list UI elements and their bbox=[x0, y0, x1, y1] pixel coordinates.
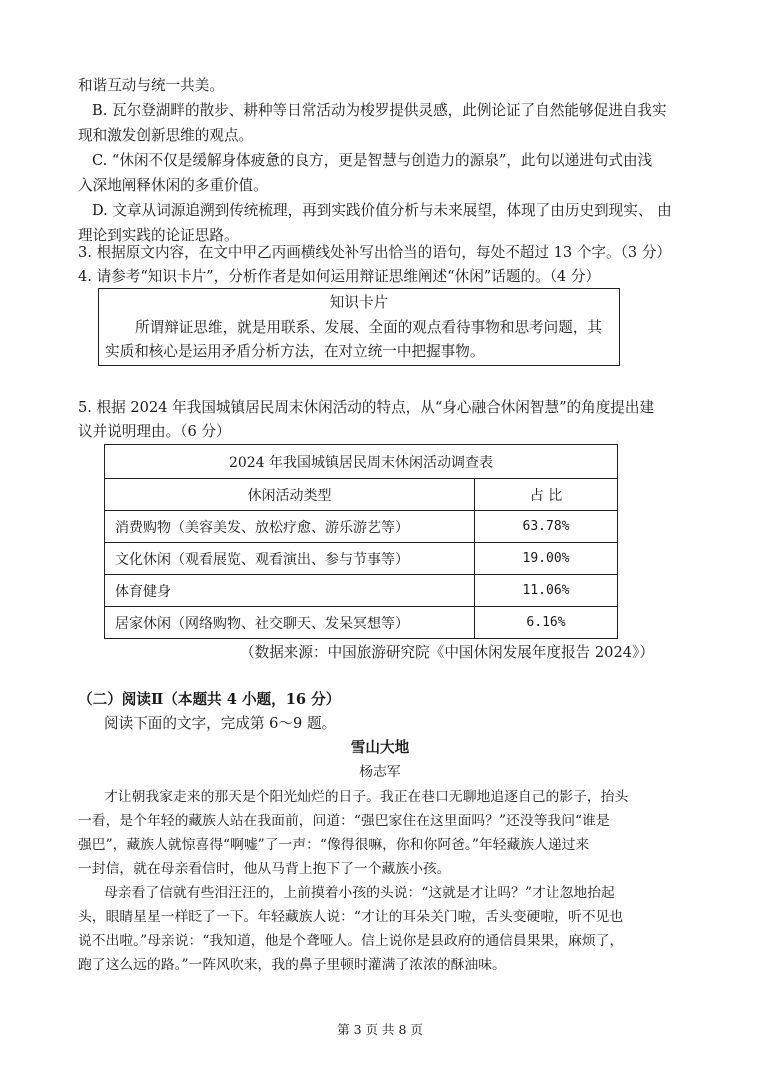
story-author: 杨志军 bbox=[359, 764, 401, 780]
story-title: 雪山大地 bbox=[350, 739, 410, 756]
table-row bbox=[105, 543, 618, 575]
story-line: 说不出啦。”母亲说：“我知道，他是个聋哑人。信上说你是县政府的通信員果果，麻烦了， bbox=[78, 933, 624, 949]
question-3: 3. 根据原文内容，在文中甲乙丙画横线处补写出恰当的语句，每处不超过 13 个字。（3 分） bbox=[78, 244, 672, 261]
story-line: 头，眼睛星星一样眨了一下。年轻藏族人说：“才让的耳朵关门啦，舌头变硬啦，听不见也 bbox=[78, 909, 624, 925]
question-5-line-2: 议并说明理由。（6 分） bbox=[78, 423, 231, 440]
option-c-line-1: C. “休闲不仅是缓解身体疲惫的良方，更是智慧与创造力的源泉”，此句以递进句式由浅 bbox=[92, 152, 653, 169]
activity-ratio: 63.78% bbox=[475, 511, 618, 543]
activity-type: 文化休闲（观看展览、观看演出、参与节事等） bbox=[105, 543, 475, 575]
option-b-line-2: 现和激发创新思维的观点。 bbox=[78, 127, 254, 144]
story-line: 强巴”，藏族人就惊喜得“啊嘘”了一声：“像得很嘛，你和你阿爸。”年轻藏族人递过来 bbox=[78, 837, 590, 853]
option-b-line-1: B. 瓦尔登湖畔的散步、耕种等日常活动为梭罗提供灵感，此例论证了自然能够促进自我实 bbox=[92, 102, 667, 119]
story-line: 一封信，就在母亲看信时，他从马背上抱下了一个藏族小孩。 bbox=[78, 861, 451, 877]
story-line: 母亲看了信就有些泪汪汪的，上前摸着小孩的头说：“这就是才让吗？”才让忽地抬起 bbox=[104, 885, 615, 901]
table-row bbox=[105, 511, 618, 543]
table-row bbox=[105, 607, 618, 639]
activity-type: 居家休闲（网络购物、社交聊天、发呆冥想等） bbox=[105, 607, 475, 639]
option-c-line-2: 入深地阐释休闲的多重价值。 bbox=[78, 177, 268, 194]
section-heading: （二）阅读Ⅱ（本题共 4 小题，16 分） bbox=[78, 691, 341, 708]
option-d-line-2: 理论到实践的论证思路。 bbox=[78, 227, 239, 244]
table-title: 2024 年我国城镇居民周末休闲活动调查表 bbox=[105, 445, 618, 479]
activity-type: 体育健身 bbox=[105, 575, 475, 607]
option-d-line-1: D. 文章从词源追溯到传统梳理，再到实践价值分析与未来展望，体现了由历史到现实、 由 bbox=[92, 202, 672, 219]
activity-ratio: 11.06% bbox=[475, 575, 618, 607]
activity-type: 消费购物（美容美发、放松疗愈、游乐游艺等） bbox=[105, 511, 475, 543]
question-5-line-1: 5. 根据 2024 年我国城镇居民周末休闲活动的特点，从“身心融合休闲智慧”的角度提出建 bbox=[78, 399, 655, 416]
knowledge-card-line-1: 所谓辩证思维，就是用联系、发展、全面的观点看待事物和思考问题，其 bbox=[135, 319, 603, 336]
story-line: 才让朝我家走来的那天是个阳光灿烂的日子。我正在巷口无聊地追逐自己的影子，抬头 bbox=[104, 789, 629, 805]
table-row bbox=[105, 575, 618, 607]
column-header-type: 休闲活动类型 bbox=[105, 479, 475, 511]
question-4: 4. 请参考“知识卡片”，分析作者是如何运用辩证思维阐述“休闲”话题的。（4 分） bbox=[78, 268, 601, 285]
knowledge-card bbox=[98, 288, 620, 366]
section-instruction: 阅读下面的文字，完成第 6～9 题。 bbox=[104, 715, 337, 732]
story-line: 一看，是个年轻的藏族人站在我面前，问道：“强巴家住在这里面吗？”还没等我问“谁是 bbox=[78, 813, 610, 829]
table-title-row bbox=[105, 445, 618, 479]
data-source-note: （数据来源：中国旅游研究院《中国休闲发展年度报告 2024》） bbox=[240, 644, 654, 661]
page-footer: 第 3 页 共 8 页 bbox=[337, 1022, 423, 1037]
story-line: 跑了这么远的路。”一阵风吹来，我的鼻子里顿时灌满了浓浓的酥油味。 bbox=[78, 957, 506, 973]
activity-ratio: 19.00% bbox=[475, 543, 618, 575]
text-line: 和谐互动与统一共美。 bbox=[78, 77, 224, 94]
survey-table bbox=[104, 444, 618, 639]
table-header-row bbox=[105, 479, 618, 511]
activity-ratio: 6.16% bbox=[475, 607, 618, 639]
knowledge-card-line-2: 实质和核心是运用矛盾分析方法，在对立统一中把握事物。 bbox=[105, 343, 485, 360]
column-header-ratio: 占 比 bbox=[475, 479, 618, 511]
knowledge-card-title: 知识卡片 bbox=[329, 294, 389, 311]
